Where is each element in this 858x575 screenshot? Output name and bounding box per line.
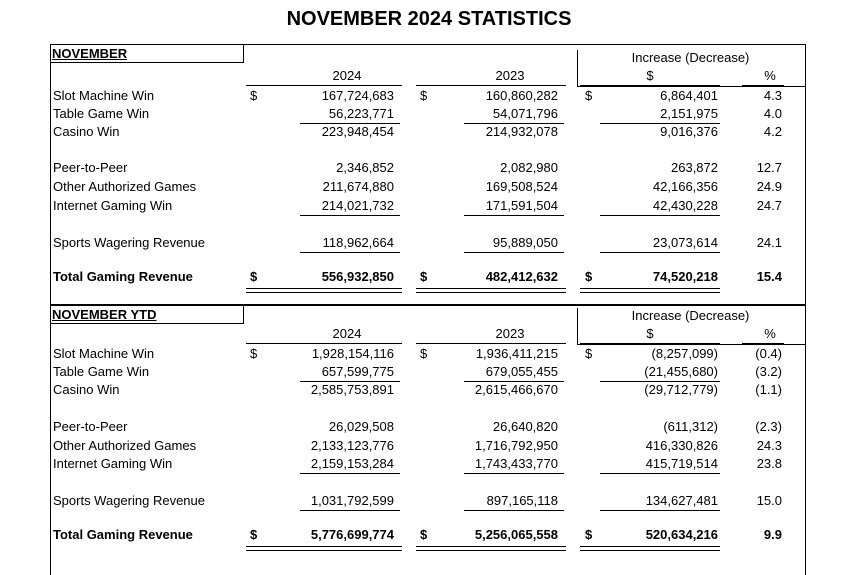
table-row bbox=[0, 438, 858, 456]
table-row bbox=[0, 88, 858, 106]
row-label: Table Game Win bbox=[53, 364, 150, 379]
table-row bbox=[0, 419, 858, 437]
dollar-sign: $ bbox=[250, 346, 258, 361]
row-label: Sports Wagering Revenue bbox=[53, 235, 205, 250]
col-rule bbox=[246, 85, 402, 86]
value-2023: 214,932,078 bbox=[485, 124, 558, 139]
row-underline bbox=[600, 510, 720, 511]
row-underline bbox=[600, 252, 720, 253]
table-row bbox=[0, 160, 858, 178]
value-percent: (0.4) bbox=[755, 346, 782, 361]
table-row bbox=[0, 235, 858, 253]
dollar-header: $ bbox=[646, 68, 654, 83]
value-2024: 56,223,771 bbox=[328, 106, 394, 121]
value-2024: 223,948,454 bbox=[321, 124, 394, 139]
percent-header: % bbox=[764, 68, 776, 83]
value-percent: 24.1 bbox=[756, 235, 782, 250]
value-percent: (3.2) bbox=[755, 364, 782, 379]
value-2023: 2,082,980 bbox=[500, 160, 558, 175]
value-increase: (21,455,680) bbox=[644, 364, 718, 379]
row-label: Slot Machine Win bbox=[53, 346, 155, 361]
row-underline bbox=[464, 252, 564, 253]
table-row bbox=[0, 346, 858, 364]
table-row bbox=[0, 269, 858, 287]
section-label-november-ytd: NOVEMBER YTD bbox=[52, 307, 157, 322]
value-percent: (1.1) bbox=[755, 382, 782, 397]
double-underline bbox=[246, 288, 402, 293]
dollar-sign: $ bbox=[420, 88, 428, 103]
row-label: Peer-to-Peer bbox=[53, 160, 128, 175]
value-2024: 556,932,850 bbox=[321, 269, 394, 284]
value-percent: 4.0 bbox=[763, 106, 782, 121]
row-label: Peer-to-Peer bbox=[53, 419, 128, 434]
increase-header: Increase (Decrease) bbox=[631, 308, 750, 323]
row-label: Total Gaming Revenue bbox=[53, 527, 193, 542]
value-2024: 657,599,775 bbox=[321, 364, 394, 379]
value-increase: 520,634,216 bbox=[645, 527, 718, 542]
row-label: Internet Gaming Win bbox=[53, 198, 173, 213]
value-increase: 9,016,376 bbox=[660, 124, 718, 139]
value-increase: (8,257,099) bbox=[651, 346, 718, 361]
value-2023: 897,165,118 bbox=[486, 493, 558, 508]
row-underline bbox=[300, 510, 400, 511]
row-underline bbox=[600, 215, 720, 216]
dollar-sign: $ bbox=[585, 346, 593, 361]
double-underline bbox=[416, 288, 566, 293]
dollar-sign: $ bbox=[420, 269, 428, 284]
value-percent: 24.3 bbox=[756, 438, 782, 453]
value-increase: (29,712,779) bbox=[644, 382, 718, 397]
dollar-sign: $ bbox=[420, 527, 428, 542]
value-2023: 1,743,433,770 bbox=[474, 456, 558, 471]
row-label: Internet Gaming Win bbox=[53, 456, 173, 471]
double-underline bbox=[246, 546, 402, 551]
row-underline bbox=[600, 473, 720, 474]
row-underline bbox=[464, 473, 564, 474]
table-row bbox=[0, 493, 858, 511]
value-2024: 5,776,699,774 bbox=[310, 527, 394, 542]
row-label: Total Gaming Revenue bbox=[53, 269, 193, 284]
value-2024: 214,021,732 bbox=[321, 198, 394, 213]
value-percent: 15.4 bbox=[756, 269, 782, 284]
value-increase: 6,864,401 bbox=[660, 88, 718, 103]
value-increase: 416,330,826 bbox=[645, 438, 718, 453]
row-underline bbox=[300, 215, 400, 216]
value-2023: 2,615,466,670 bbox=[474, 382, 558, 397]
value-2023: 482,412,632 bbox=[485, 269, 558, 284]
value-percent: 24.7 bbox=[756, 198, 782, 213]
value-percent: 24.9 bbox=[756, 179, 782, 194]
col-rule bbox=[580, 85, 720, 86]
value-increase: 42,166,356 bbox=[652, 179, 718, 194]
row-label: Other Authorized Games bbox=[53, 179, 197, 194]
value-percent: 23.8 bbox=[756, 456, 782, 471]
col-rule bbox=[416, 343, 566, 344]
value-2024: 211,674,880 bbox=[322, 179, 394, 194]
value-increase: 415,719,514 bbox=[645, 456, 718, 471]
dollar-sign: $ bbox=[420, 346, 428, 361]
row-label: Slot Machine Win bbox=[53, 88, 155, 103]
value-2023: 160,860,282 bbox=[485, 88, 558, 103]
section-label-november: NOVEMBER bbox=[52, 46, 128, 61]
col-rule bbox=[742, 85, 784, 86]
dollar-sign: $ bbox=[250, 269, 258, 284]
table-row bbox=[0, 124, 858, 142]
col-rule bbox=[742, 343, 784, 344]
table-row bbox=[0, 106, 858, 124]
value-2023: 26,640,820 bbox=[492, 419, 558, 434]
value-2023: 95,889,050 bbox=[492, 235, 558, 250]
value-2024: 2,346,852 bbox=[336, 160, 394, 175]
year-2023-header: 2023 bbox=[495, 68, 525, 83]
row-label: Casino Win bbox=[53, 382, 120, 397]
value-increase: 42,430,228 bbox=[652, 198, 718, 213]
value-2023: 5,256,065,558 bbox=[474, 527, 558, 542]
value-increase: 74,520,218 bbox=[652, 269, 718, 284]
row-label: Casino Win bbox=[53, 124, 120, 139]
dollar-sign: $ bbox=[585, 527, 593, 542]
table-row bbox=[0, 382, 858, 400]
dollar-sign: $ bbox=[585, 88, 593, 103]
value-percent: 4.2 bbox=[763, 124, 782, 139]
value-2024: 1,031,792,599 bbox=[310, 493, 394, 508]
table-row bbox=[0, 456, 858, 474]
row-label: Other Authorized Games bbox=[53, 438, 197, 453]
table-row bbox=[0, 527, 858, 545]
value-2023: 1,716,792,950 bbox=[474, 438, 558, 453]
year-2023-header: 2023 bbox=[495, 326, 525, 341]
row-label: Sports Wagering Revenue bbox=[53, 493, 205, 508]
percent-header: % bbox=[764, 326, 776, 341]
value-increase: (611,312) bbox=[663, 419, 718, 434]
value-increase: 23,073,614 bbox=[652, 235, 718, 250]
value-2024: 1,928,154,116 bbox=[311, 346, 394, 361]
value-2024: 167,724,683 bbox=[321, 88, 394, 103]
row-underline bbox=[464, 510, 564, 511]
value-2024: 118,962,664 bbox=[322, 235, 394, 250]
value-increase: 134,627,481 bbox=[645, 493, 718, 508]
dollar-header: $ bbox=[646, 326, 654, 341]
double-underline bbox=[416, 546, 566, 551]
col-rule bbox=[416, 85, 566, 86]
page-title: NOVEMBER 2024 STATISTICS bbox=[286, 8, 572, 30]
dollar-sign: $ bbox=[250, 88, 258, 103]
value-percent: 4.3 bbox=[763, 88, 782, 103]
row-underline bbox=[300, 473, 400, 474]
value-increase: 263,872 bbox=[671, 160, 718, 175]
value-2024: 2,585,753,891 bbox=[310, 382, 394, 397]
row-underline bbox=[464, 215, 564, 216]
table-row bbox=[0, 198, 858, 216]
table-row bbox=[0, 179, 858, 197]
dollar-sign: $ bbox=[250, 527, 258, 542]
increase-header: Increase (Decrease) bbox=[631, 50, 750, 65]
year-2024-header: 2024 bbox=[332, 326, 362, 341]
value-percent: 15.0 bbox=[756, 493, 782, 508]
col-rule bbox=[246, 343, 402, 344]
value-2023: 679,055,455 bbox=[485, 364, 558, 379]
value-2023: 54,071,796 bbox=[492, 106, 558, 121]
col-rule bbox=[580, 343, 720, 344]
value-percent: (2.3) bbox=[755, 419, 782, 434]
dollar-sign: $ bbox=[585, 269, 593, 284]
value-percent: 12.7 bbox=[756, 160, 782, 175]
value-increase: 2,151,975 bbox=[660, 106, 718, 121]
value-percent: 9.9 bbox=[763, 527, 782, 542]
value-2023: 1,936,411,215 bbox=[475, 346, 558, 361]
year-2024-header: 2024 bbox=[332, 68, 362, 83]
row-label: Table Game Win bbox=[53, 106, 150, 121]
value-2023: 169,508,524 bbox=[485, 179, 558, 194]
value-2024: 26,029,508 bbox=[328, 419, 394, 434]
value-2024: 2,133,123,776 bbox=[310, 438, 394, 453]
row-underline bbox=[300, 252, 400, 253]
double-underline bbox=[580, 546, 720, 551]
double-underline bbox=[580, 288, 720, 293]
table-row bbox=[0, 364, 858, 382]
value-2023: 171,591,504 bbox=[485, 198, 558, 213]
value-2024: 2,159,153,284 bbox=[310, 456, 394, 471]
